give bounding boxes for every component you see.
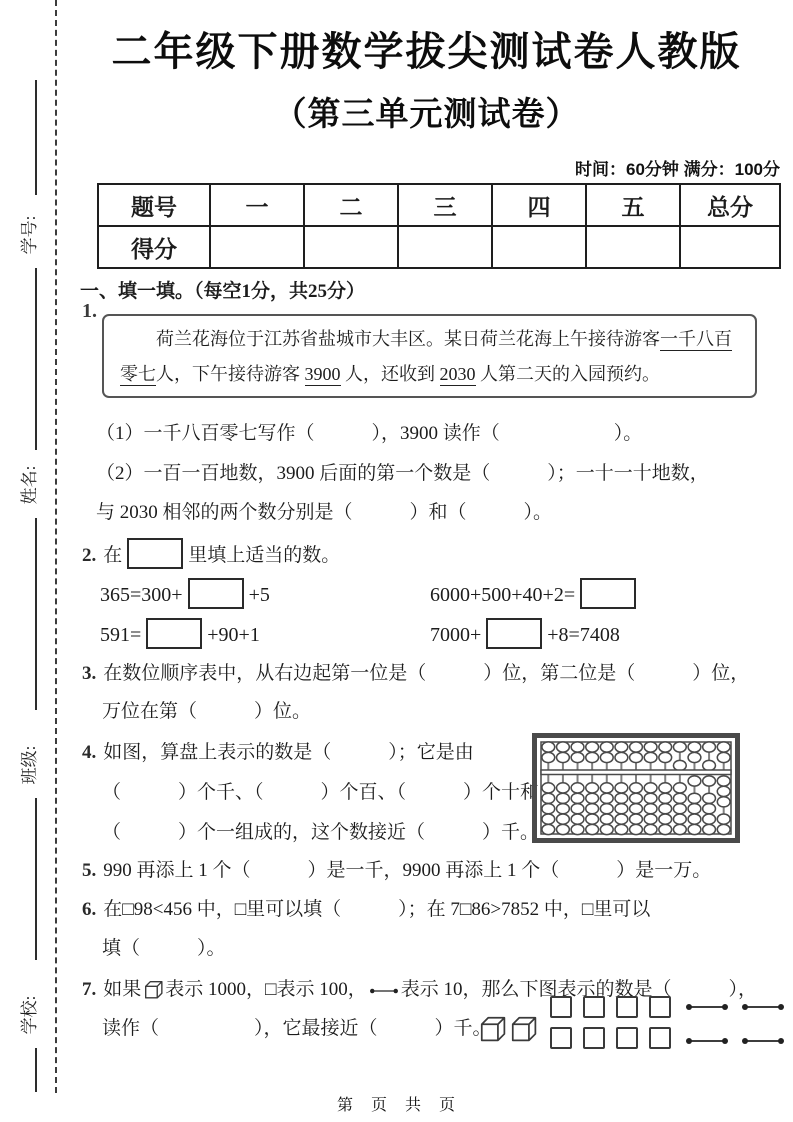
page-subtitle: （第三单元测试卷）: [273, 95, 580, 132]
question-4: [82, 740, 474, 766]
ten-rod-icon: [740, 1001, 786, 1013]
question-6-number: 6.: [82, 899, 97, 920]
question-4-line-2: （ ）个千、（ ）个百、（ ）个十和: [102, 782, 540, 803]
fill-in-box: [486, 618, 542, 649]
hundred-square-icon: [583, 996, 605, 1018]
question-3-cont: 万位在第（ ）位。: [102, 701, 312, 722]
equation-6542: [430, 578, 641, 609]
q7-text: 如果: [103, 979, 142, 1000]
ten-rod-icon: [740, 1035, 786, 1047]
binding-dashed-line: [55, 0, 57, 1093]
equation-text: 6000+500+40+2=: [430, 584, 576, 606]
info-text: 人第二天的入园预约。: [475, 364, 660, 384]
info-box-line: [120, 322, 739, 357]
score-header-4: 四: [492, 184, 586, 226]
q7-text: 表示 10，那么下图表示的数是（ ），: [400, 979, 758, 1000]
question-2: [82, 538, 340, 569]
question-1-number: 1.: [82, 300, 97, 322]
sidebar-writing-line: [35, 268, 37, 450]
fill-in-box: [127, 538, 183, 569]
sidebar-field-class: 班级:: [20, 745, 39, 785]
info-text: 人，下午接待游客: [156, 364, 305, 384]
abacus-figure: [532, 733, 740, 843]
question-7-figure: [478, 988, 788, 1049]
hundred-square-icon: [550, 996, 572, 1018]
q3-text: 在数位顺序表中，从右边起第一位是（ ）位，第二位是（ ）位，: [103, 663, 750, 684]
fill-in-box: [146, 618, 202, 649]
question-1-sub-1: （1）一千八百零七写作（ ），3900 读作（ ）。: [96, 423, 643, 444]
q7-text: 表示 1000，□表示 100，: [165, 979, 367, 1000]
cube-icon: [509, 1014, 537, 1042]
equation-591: [100, 618, 260, 649]
questions-area: [80, 0, 793, 1122]
hundred-square-icon: [649, 996, 671, 1018]
info-box-line: [120, 357, 739, 392]
sidebar-writing-line: [35, 80, 37, 195]
score-header-5: 五: [586, 184, 680, 226]
q2-text-before: 在: [103, 545, 123, 566]
sidebar-field-student-id: 学号:: [20, 215, 39, 255]
time-score-info: 时间：60分钟 满分：100分: [575, 160, 780, 179]
underlined-number: 3900: [304, 364, 341, 384]
hundred-square-icon: [583, 1027, 605, 1049]
question-4-number: 4.: [82, 742, 97, 763]
hundred-square-icon: [616, 1027, 638, 1049]
sidebar-writing-line: [35, 518, 37, 710]
question-4-line-3: （ ）个一组成的，这个数接近（ ）千。: [102, 822, 540, 843]
score-header-timuhao: 题号: [98, 184, 210, 226]
score-header-3: 三: [398, 184, 492, 226]
page-footer: 第 页 共 页: [336, 1097, 456, 1114]
fill-in-box: [580, 578, 636, 609]
score-header-2: 二: [304, 184, 398, 226]
underlined-number: 2030: [439, 364, 476, 384]
question-7-number: 7.: [82, 979, 97, 1000]
question-1-sub-2: （2）一百一百地数，3900 后面的第一个数是（ ）；一十一十地数，: [96, 463, 709, 484]
info-text: 人，还收到: [340, 364, 440, 384]
page-title: 二年级下册数学拔尖测试卷人教版: [111, 30, 742, 74]
question-6-cont: 填（ ）。: [102, 938, 226, 959]
info-text: 荷兰花海位于江苏省盐城市大丰区。某日荷兰花海上午接待游客: [156, 329, 660, 349]
cube-icon: [143, 979, 163, 999]
question-1-info-box: [102, 314, 757, 398]
cube-icon: [478, 1014, 506, 1042]
question-3: [82, 661, 749, 687]
q7-squares: [550, 996, 671, 1049]
q5-text: 990 再添上 1 个（ ）是一千，9900 再添上 1 个（ ）是一万。: [103, 860, 712, 881]
question-7-cont: 读作（ ），它最接近（ ）千。: [102, 1018, 492, 1039]
q7-cubes: [478, 1014, 537, 1042]
score-header-1: 一: [210, 184, 304, 226]
underlined-number: 零七: [120, 364, 156, 384]
equation-text: 365=300+: [100, 584, 183, 606]
equation-text: 591=: [100, 624, 142, 646]
question-5-number: 5.: [82, 860, 97, 881]
question-1-sub-2-cont: 与 2030 相邻的两个数分别是（ ）和（ ）。: [96, 502, 553, 523]
sidebar-field-school: 学校:: [20, 995, 39, 1035]
hundred-square-icon: [616, 996, 638, 1018]
equation-7408: [430, 618, 620, 649]
question-5: [82, 858, 711, 884]
question-3-number: 3.: [82, 663, 97, 684]
q7-rods: [684, 1001, 788, 1047]
equation-text: +8=7408: [547, 624, 620, 646]
equation-text: +5: [248, 584, 270, 606]
score-row-label: 得分: [98, 226, 210, 268]
fill-in-box: [188, 578, 244, 609]
equation-text: +90+1: [207, 624, 260, 646]
score-header-total: 总分: [680, 184, 780, 226]
ten-rod-icon: [684, 1001, 730, 1013]
q4-text: 如图，算盘上表示的数是（ ）；它是由: [103, 742, 474, 763]
equation-text: 7000+: [430, 624, 482, 646]
equation-365: [100, 578, 270, 609]
abacus-svg: [532, 733, 740, 843]
q6-text: 在□98<456 中，□里可以填（ ）；在 7□86>7852 中，□里可以: [103, 899, 651, 920]
q2-text-after: 里填上适当的数。: [188, 545, 341, 566]
hundred-square-icon: [550, 1027, 572, 1049]
ten-rod-icon: [369, 986, 399, 996]
question-6: [82, 897, 650, 923]
sidebar-writing-line: [35, 1048, 37, 1092]
sidebar-field-name: 姓名:: [20, 465, 39, 505]
hundred-square-icon: [649, 1027, 671, 1049]
question-2-number: 2.: [82, 545, 97, 566]
section-heading: 一、填一填。（每空1分，共25分）: [80, 281, 366, 302]
sidebar-writing-line: [35, 798, 37, 960]
ten-rod-icon: [684, 1035, 730, 1047]
underlined-number: 一千八百: [660, 329, 732, 349]
